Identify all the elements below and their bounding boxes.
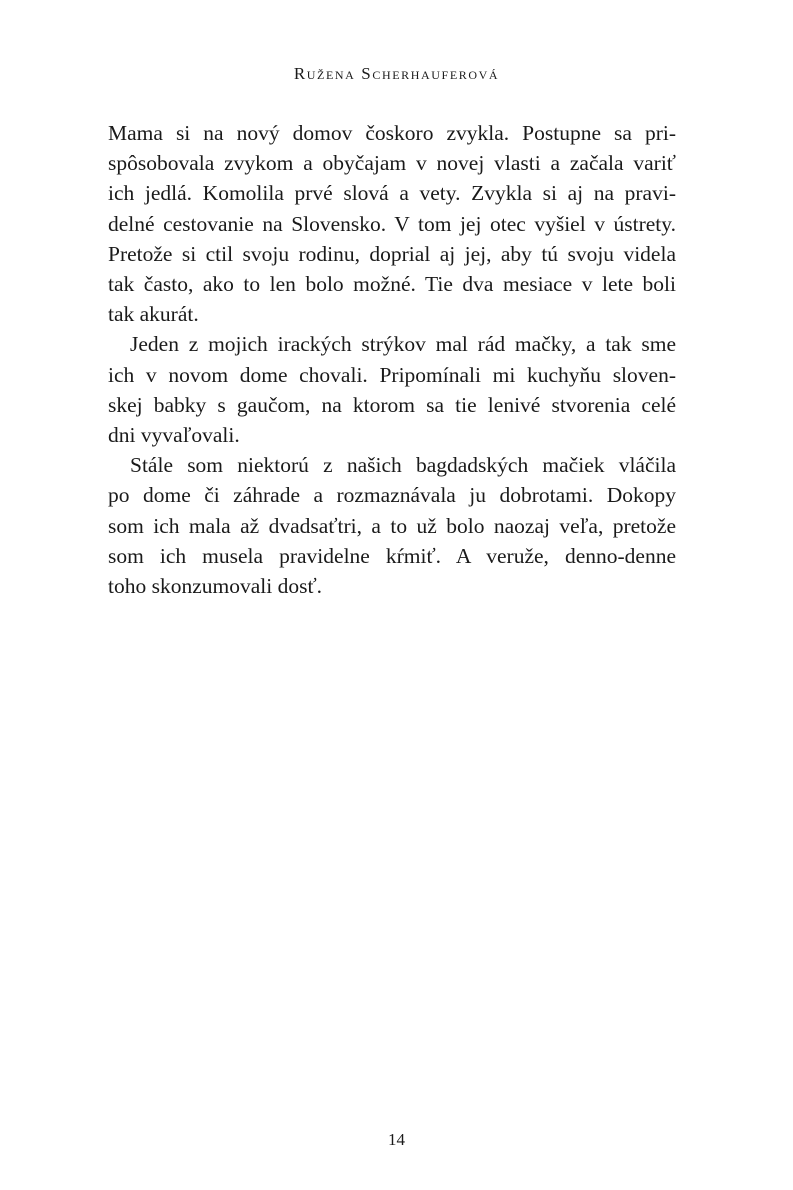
text-line: tak akurát. (108, 302, 199, 327)
paragraph-1 (108, 118, 676, 329)
text-line: dni vyvaľovali. (108, 423, 240, 448)
text-line: spôsobovala zvykom a obyčajam v novej vlasti a začala variť (108, 151, 676, 176)
text-line: Mama si na nový domov čoskoro zvykla. Postupne sa pri- (108, 121, 676, 145)
text-line: som ich musela pravidelne kŕmiť. A veruže, denno-denne (108, 543, 676, 568)
text-line: toho skonzumovali dosť. (108, 574, 323, 599)
text-line: ich v novom dome chovali. Pripomínali mi kuchyňu sloven- (108, 362, 676, 387)
body-text (108, 118, 676, 601)
paragraph-3 (108, 450, 676, 601)
text-line: som ich mala až dvadsaťtri, a to už bolo naozaj veľa, pretože (108, 513, 676, 538)
page-number: 14 (388, 1130, 405, 1149)
text-line: skej babky s gaučom, na ktorom sa tie lenivé stvorenia celé (108, 392, 676, 417)
running-header-author: Ružena Scherhauferová (293, 64, 500, 83)
text-line: delné cestovanie na Slovensko. V tom jej otec vyšiel v ústrety. (108, 211, 676, 236)
text-line: Stále som niektorú z našich bagdadských mačiek vláčila (130, 453, 676, 478)
text-line: tak často, ako to len bolo možné. Tie dva mesiace v lete boli (108, 272, 676, 297)
text-line: Jeden z mojich irackých strýkov mal rád mačky, a tak sme (130, 332, 676, 357)
text-line: Pretože si ctil svoju rodinu, doprial aj jej, aby tú svoju videla (108, 241, 676, 266)
text-line: ich jedlá. Komolila prvé slová a vety. Zvykla si aj na pravi- (108, 181, 676, 206)
text-line: po dome či záhrade a rozmaznávala ju dobrotami. Dokopy (108, 483, 676, 508)
paragraph-2 (108, 329, 676, 450)
